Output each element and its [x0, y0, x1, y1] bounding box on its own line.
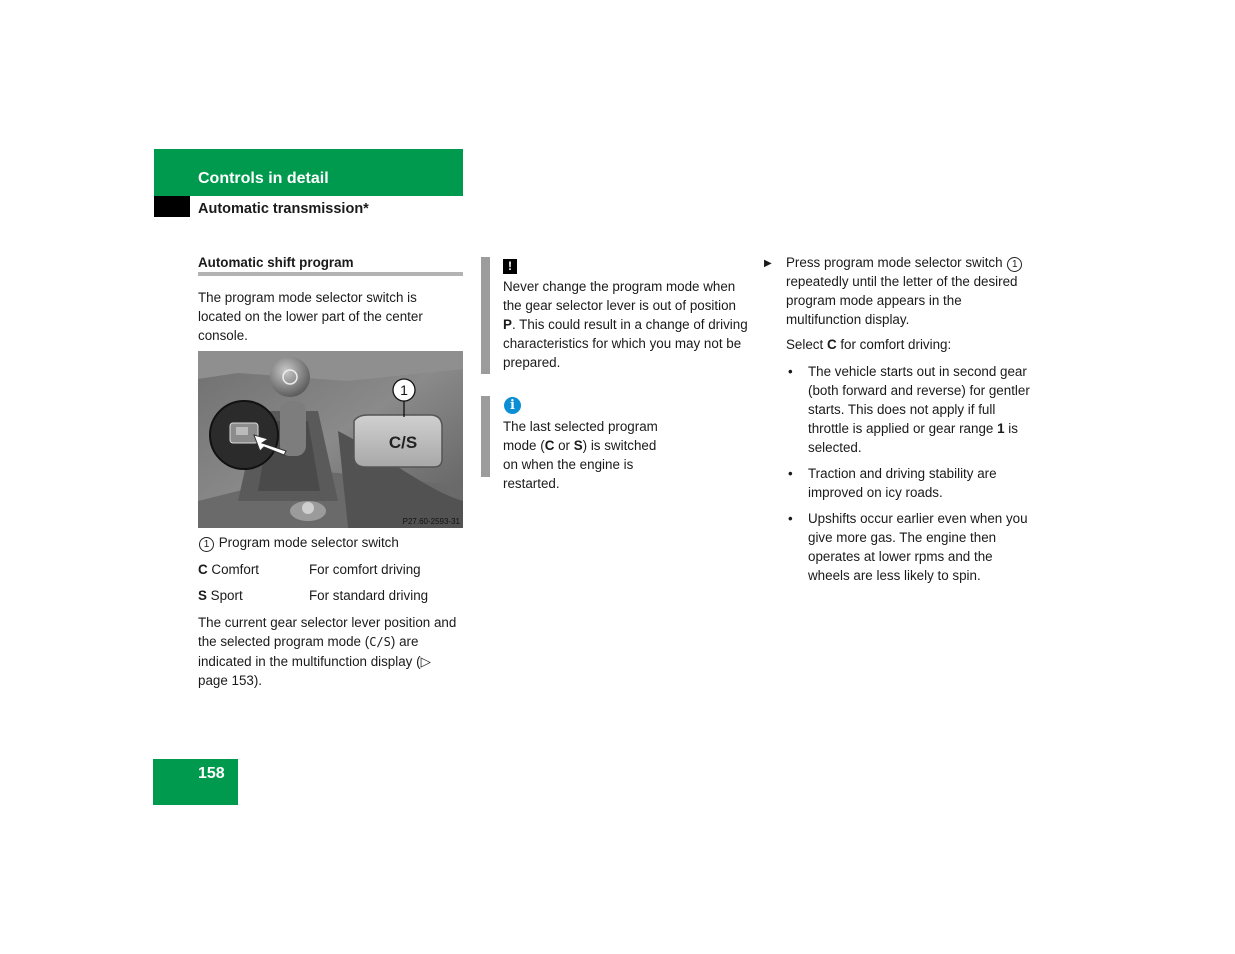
- console-photo: [198, 351, 463, 528]
- warning-icon: !: [503, 256, 517, 275]
- page-number: 158: [198, 765, 225, 782]
- intro-text: The program mode selector switch is located on the lower part of the center console.: [198, 290, 423, 343]
- page-subtitle: Automatic transmission*: [198, 201, 369, 217]
- info-text: The last selected program mode (C or S) is switched on when the engine is restarted.: [503, 419, 658, 491]
- mode-key: C: [198, 562, 208, 577]
- list-item: • Traction and driving stability are improved on icy roads.: [786, 464, 1031, 502]
- mode-key: S: [198, 588, 207, 603]
- select-text: Select C for comfort driving:: [786, 337, 952, 352]
- console-photo-illustration: [198, 351, 463, 528]
- warning-side-bar: [481, 257, 490, 374]
- step-arrow-icon: ▶: [764, 258, 772, 269]
- mode-indicator-text: C/S: [369, 635, 391, 649]
- photo-button-label: C/S: [388, 433, 418, 452]
- page-ref-link[interactable]: page 153).: [198, 673, 263, 688]
- photo-callout-number: 1: [400, 382, 408, 398]
- section-title: Automatic shift program: [198, 255, 354, 270]
- page-number-box: [153, 759, 238, 805]
- comfort-bullets: [786, 362, 1031, 592]
- info-icon: i: [504, 395, 521, 414]
- switch-number: 1: [1007, 257, 1022, 272]
- page-ref-arrow-icon: ▷: [420, 654, 431, 669]
- mode-name: Sport: [210, 588, 243, 603]
- list-item: • Upshifts occur earlier even when you give more gas. The engine then operates at lower rpms and the wheels are less likely to spin.: [786, 509, 1031, 585]
- mode-desc-comfort: For comfort driving: [309, 562, 421, 577]
- mode-row-comfort: [198, 560, 259, 579]
- section-tab-marker: [154, 196, 190, 217]
- warning-text: Never change the program mode when the gear selector lever is out of position P. This could result in a change of driving characteristics for which you may not be prepared.: [503, 279, 748, 370]
- mode-row-sport: [198, 586, 243, 605]
- display-note-text: ) are indicated in the multifunction display (: [198, 634, 421, 669]
- photo-legend: [198, 533, 463, 552]
- step-text: Press program mode selector switch 1 repeatedly until the letter of the desired program mode appears in the multifunction display.: [786, 253, 1031, 329]
- display-note: [198, 613, 463, 690]
- photo-code: P27.60-2593-31: [402, 517, 460, 526]
- mode-name: Comfort: [211, 562, 260, 577]
- chapter-title: Controls in detail: [198, 170, 329, 187]
- info-side-bar: [481, 396, 490, 477]
- legend-number: 1: [199, 537, 214, 552]
- legend-text: Program mode selector switch: [218, 535, 399, 550]
- mode-desc-sport: For standard driving: [309, 588, 429, 603]
- display-note-text: The current gear selector lever position and the selected program mode (: [198, 615, 457, 649]
- list-item: • The vehicle starts out in second gear (both forward and reverse) for gentler starts. This does not apply if full throttle is applied or gear range 1 is selected.: [786, 362, 1031, 457]
- section-rule: [198, 272, 463, 276]
- intro-paragraph: [198, 288, 463, 345]
